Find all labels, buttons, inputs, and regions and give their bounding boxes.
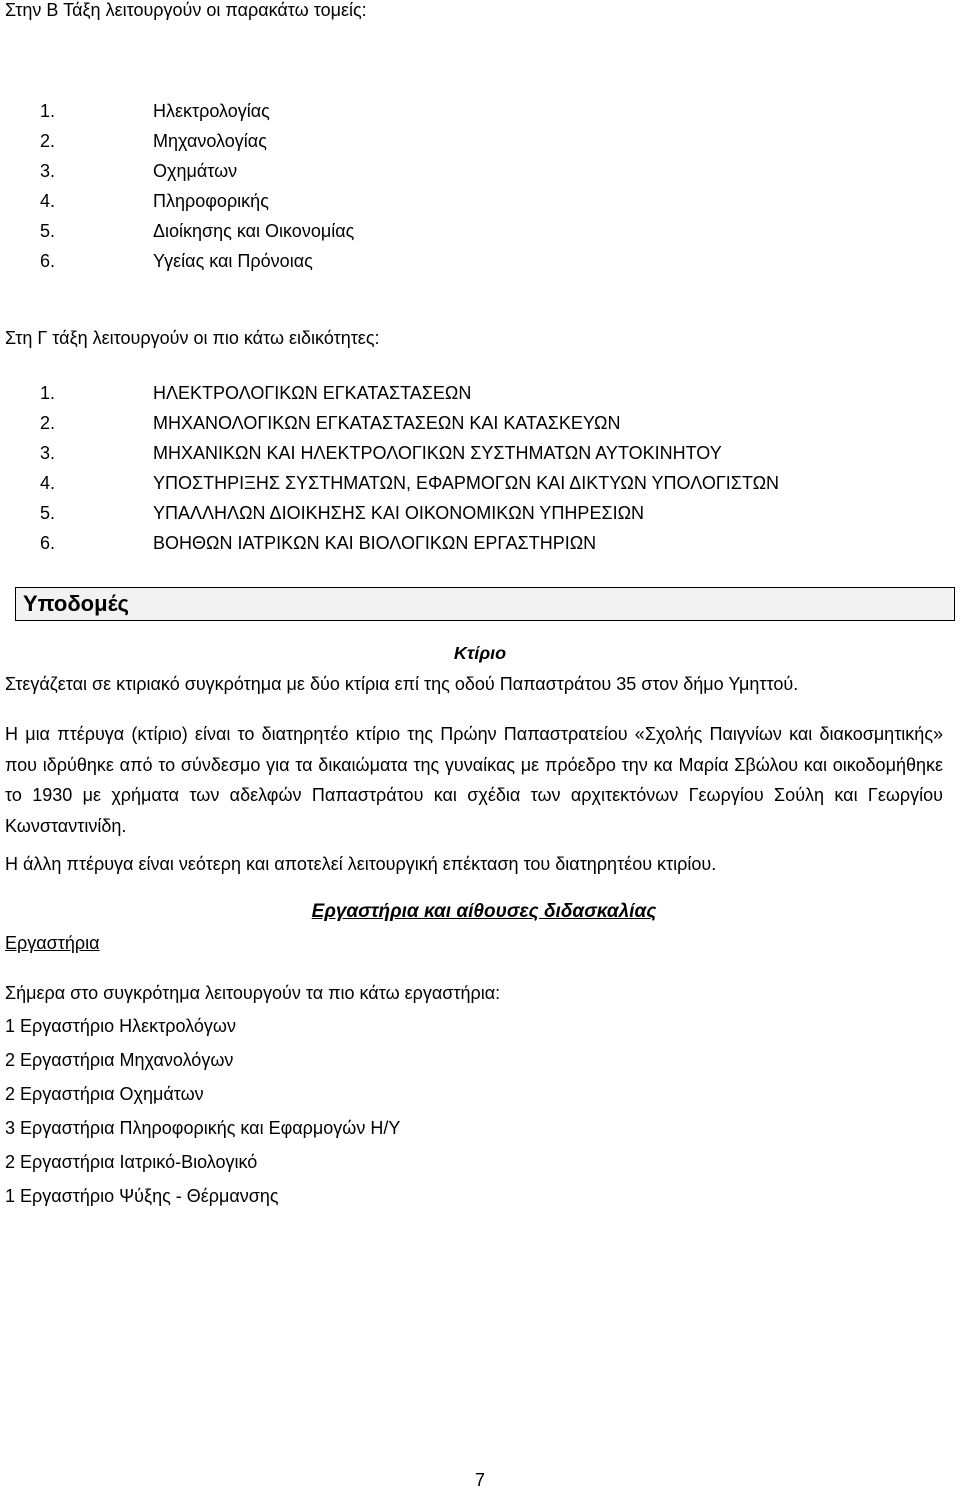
list-label: ΥΠΟΣΤΗΡΙΞΗΣ ΣΥΣΤΗΜΑΤΩΝ, ΕΦΑΡΜΟΓΩΝ ΚΑΙ ΔΙΚΤΥΩΝ ΥΠΟΛΟΓΙΣΤΩΝ xyxy=(153,473,780,493)
labs-intro: Σήμερα στο συγκρότημα λειτουργούν τα πιο κάτω εργαστήρια: xyxy=(5,983,501,1003)
specialties-list xyxy=(40,378,779,558)
intro-c-class: Στη Γ τάξη λειτουργούν οι πιο κάτω ειδικότητες: xyxy=(5,328,380,348)
list-item: 1 Εργαστήριο Ψύξης - Θέρμανσης xyxy=(5,1186,279,1206)
page-number: 7 xyxy=(474,1470,485,1490)
list-label: Υγείας και Πρόνοιας xyxy=(153,251,313,271)
list-label: Πληροφορικής xyxy=(153,191,269,211)
list-number: 5. xyxy=(40,503,56,523)
list-item: 3 Εργαστήρια Πληροφορικής και Εφαρμογών Η/Υ xyxy=(5,1118,401,1138)
labs-list xyxy=(5,1009,400,1213)
list-item xyxy=(40,378,779,408)
list-item: 2 Εργαστήρια Οχημάτων xyxy=(5,1084,204,1104)
list-item xyxy=(40,186,354,216)
list-item xyxy=(40,126,354,156)
list-number: 6. xyxy=(40,251,56,271)
list-number: 4. xyxy=(40,473,56,493)
wing-paragraph: Η μια πτέρυγα (κτίριο) είναι το διατηρητέο κτίριο της Πρώην Παπαστρατείου «Σχολής Παιγνίων και διακοσμητικής» που ιδρύθηκε από το σύνδεσμο για τα δικαιώματα της γυναίκας με πρόεδρο την κα Μαρία Σβώλου και οικοδομήθηκε το 1930 με χρήματα των αδελφών Παπαστράτου και σχέδια των αρχιτεκτόνων Γεωργίου Σούλη και Γεωργίου Κωνσταντινίδη. xyxy=(5,724,943,836)
list-number: 3. xyxy=(40,443,56,463)
list-label: ΒΟΗΘΩΝ ΙΑΤΡΙΚΩΝ ΚΑΙ ΒΙΟΛΟΓΙΚΩΝ ΕΡΓΑΣΤΗΡΙΩΝ xyxy=(153,533,597,553)
building-line: Στεγάζεται σε κτιριακό συγκρότημα με δύο κτίρια επί της οδού Παπαστράτου 35 στον δήμο Υμηττού. xyxy=(5,674,799,694)
sectors-list xyxy=(40,96,354,276)
other-wing-paragraph: Η άλλη πτέρυγα είναι νεότερη και αποτελεί λειτουργική επέκταση του διατηρητέου κτιρίου. xyxy=(5,854,717,874)
intro-b-class: Στην Β Τάξη λειτουργούν οι παρακάτω τομείς: xyxy=(5,0,367,20)
list-item xyxy=(40,468,779,498)
list-number: 2. xyxy=(40,413,56,433)
labs-heading: Εργαστήρια και αίθουσες διδασκαλίας xyxy=(311,901,657,922)
building-heading: Κτίριο xyxy=(453,643,507,663)
list-item xyxy=(40,96,354,126)
list-label: ΥΠΑΛΛΗΛΩΝ ΔΙΟΙΚΗΣΗΣ ΚΑΙ ΟΙΚΟΝΟΜΙΚΩΝ ΥΠΗΡΕΣΙΩΝ xyxy=(153,503,645,523)
list-label: Μηχανολογίας xyxy=(153,131,267,151)
list-number: 2. xyxy=(40,131,56,151)
section-header-box xyxy=(15,587,955,621)
list-number: 6. xyxy=(40,533,56,553)
list-item: 1 Εργαστήριο Ηλεκτρολόγων xyxy=(5,1016,236,1036)
list-item xyxy=(40,438,779,468)
list-item xyxy=(40,246,354,276)
list-label: ΜΗΧΑΝΟΛΟΓΙΚΩΝ ΕΓΚΑΤΑΣΤΑΣΕΩΝ ΚΑΙ ΚΑΤΑΣΚΕΥΩΝ xyxy=(153,413,621,433)
list-label: Ηλεκτρολογίας xyxy=(153,101,270,121)
list-item xyxy=(40,528,779,558)
list-label: Διοίκησης και Οικονομίας xyxy=(153,221,355,241)
list-item xyxy=(40,408,779,438)
list-label: ΜΗΧΑΝΙΚΩΝ ΚΑΙ ΗΛΕΚΤΡΟΛΟΓΙΚΩΝ ΣΥΣΤΗΜΑΤΩΝ ΑΥΤΟΚΙΝΗΤΟΥ xyxy=(153,443,722,463)
list-item xyxy=(40,498,779,528)
list-item: 2 Εργαστήρια Ιατρικό-Βιολογικό xyxy=(5,1152,258,1172)
section-title: Υποδομές xyxy=(23,591,129,616)
list-number: 3. xyxy=(40,161,56,181)
list-label: Οχημάτων xyxy=(153,161,238,181)
list-label: ΗΛΕΚΤΡΟΛΟΓΙΚΩΝ ΕΓΚΑΤΑΣΤΑΣΕΩΝ xyxy=(153,383,472,403)
list-number: 1. xyxy=(40,101,56,121)
list-number: 1. xyxy=(40,383,56,403)
labs-subheading: Εργαστήρια xyxy=(5,933,100,953)
list-item xyxy=(40,216,354,246)
list-number: 5. xyxy=(40,221,56,241)
list-number: 4. xyxy=(40,191,56,211)
list-item xyxy=(40,156,354,186)
list-item: 2 Εργαστήρια Μηχανολόγων xyxy=(5,1050,234,1070)
